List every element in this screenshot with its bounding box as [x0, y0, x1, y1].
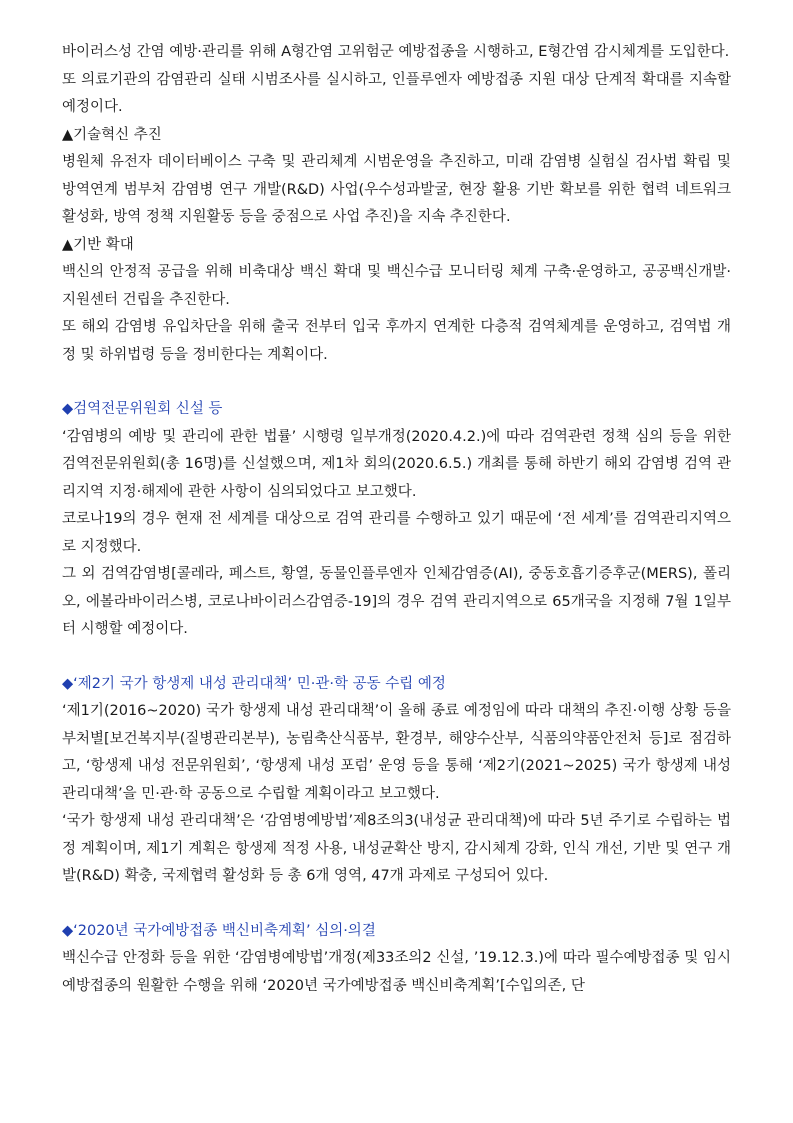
section-vaccine-stockpile [62, 918, 731, 1001]
paragraph: 백신의 안정적 공급을 위해 비축대상 백신 확대 및 백신수급 모니터링 체계 구축·운영하고, 공공백신개발·지원센터 건립을 추진한다. [62, 264, 731, 308]
section-quarantine-committee [62, 396, 731, 644]
section-antibiotic-resistance [62, 671, 731, 891]
paragraph: 그 외 검역감염병[콜레라, 페스트, 황열, 동물인플루엔자 인체감염증(AI), 중동호흡기증후군(MERS), 폴리오, 에볼라바이러스병, 코로나바이러스감염증-19]의 경우 검역 관리지역으로 65개국을 지정해 7월 1일부터 시행할 예정이다. [62, 566, 731, 637]
section-heading: ◆검역전문위원회 신설 등 [62, 401, 223, 417]
paragraph: 병원체 유전자 데이터베이스 구축 및 관리체계 시범운영을 추진하고, 미래 감염병 실험실 검사법 확립 및 방역연계 범부처 감염병 연구 개발(R&D) 사업(우수성과발굴, 현장 활용 기반 확보를 위한 협력 네트워크 활성화, 방역 정책 지원활동 등을 중점으로 사업 추진)을 지속 추진한다. [62, 154, 731, 225]
paragraph: 코로나19의 경우 현재 전 세계를 대상으로 검역 관리를 수행하고 있기 때문에 ‘전 세계’를 검역관리지역으로 지정했다. [62, 511, 731, 555]
paragraph: ‘감염병의 예방 및 관리에 관한 법률’ 시행령 일부개정(2020.4.2.)에 따라 검역관련 정책 심의 등을 위한 검역전문위원회(총 16명)를 신설했으며, 제1차 회의(2020.6.5.) 개최를 통해 하반기 해외 감염병 검역 관리지역 지정·해제에 관한 사항이 심의되었다고 보고했다. [62, 428, 731, 500]
subheading-base-expansion: ▲기반 확대 [62, 236, 134, 253]
paragraph: ‘제1기(2016~2020) 국가 항생제 내성 관리대책’이 올해 종료 예정임에 따라 대책의 추진·이행 상황 등을 부처별[보건복지부(질병관리본부), 농림축산식품부, 환경부, 해양수산부, 식품의약품안전처 등]로 점검하고, ‘항생제 내성 전문위원회’, ‘항생제 내성 포럼’ 운영 등을 통해 ‘제2기(2021~2025) 국가 항생제 내성 관리대책’을 민·관·학 공동으로 수립할 계획이라고 보고했다. [62, 703, 731, 802]
section-heading: ◆‘제2기 국가 항생제 내성 관리대책’ 민·관·학 공동 수립 예정 [62, 675, 446, 692]
paragraph: 바이러스성 간염 예방·관리를 위해 A형간염 고위험군 예방접종을 시행하고, E형간염 감시체계를 도입한다. [62, 44, 730, 60]
paragraph: 또 의료기관의 감염관리 실태 시범조사를 실시하고, 인플루엔자 예방접종 지원 대상 단계적 확대를 지속할 예정이다. [62, 71, 731, 115]
paragraph: ‘국가 항생제 내성 관리대책’은 ‘감염병예방법’제8조의3(내성균 관리대책)에 따라 5년 주기로 수립하는 법정 계획이며, 제1기 계획은 항생제 적정 사용, 내성균확산 방지, 감시체계 강화, 인식 개선, 기반 및 연구 개발(R&D) 확충, 국제협력 활성화 등 총 6개 영역, 47개 과제로 구성되어 있다. [62, 813, 731, 884]
intro-block [62, 39, 731, 369]
section-heading: ◆‘2020년 국가예방접종 백신비축계획’ 심의·의결 [62, 922, 376, 939]
paragraph: 백신수급 안정화 등을 위한 ‘감염병예방법’개정(제33조의2 신설, ’19.12.3.)에 따라 필수예방접종 및 임시예방접종의 원활한 수행을 위해 ‘2020년 국가예방접종 백신비축계획’[수입의존, 단 [62, 950, 731, 994]
paragraph: 또 해외 감염병 유입차단을 위해 출국 전부터 입국 후까지 연계한 다층적 검역체계를 운영하고, 검역법 개정 및 하위법령 등을 정비한다는 계획이다. [62, 319, 731, 363]
subheading-tech-innovation: ▲기술혁신 추진 [62, 126, 162, 143]
